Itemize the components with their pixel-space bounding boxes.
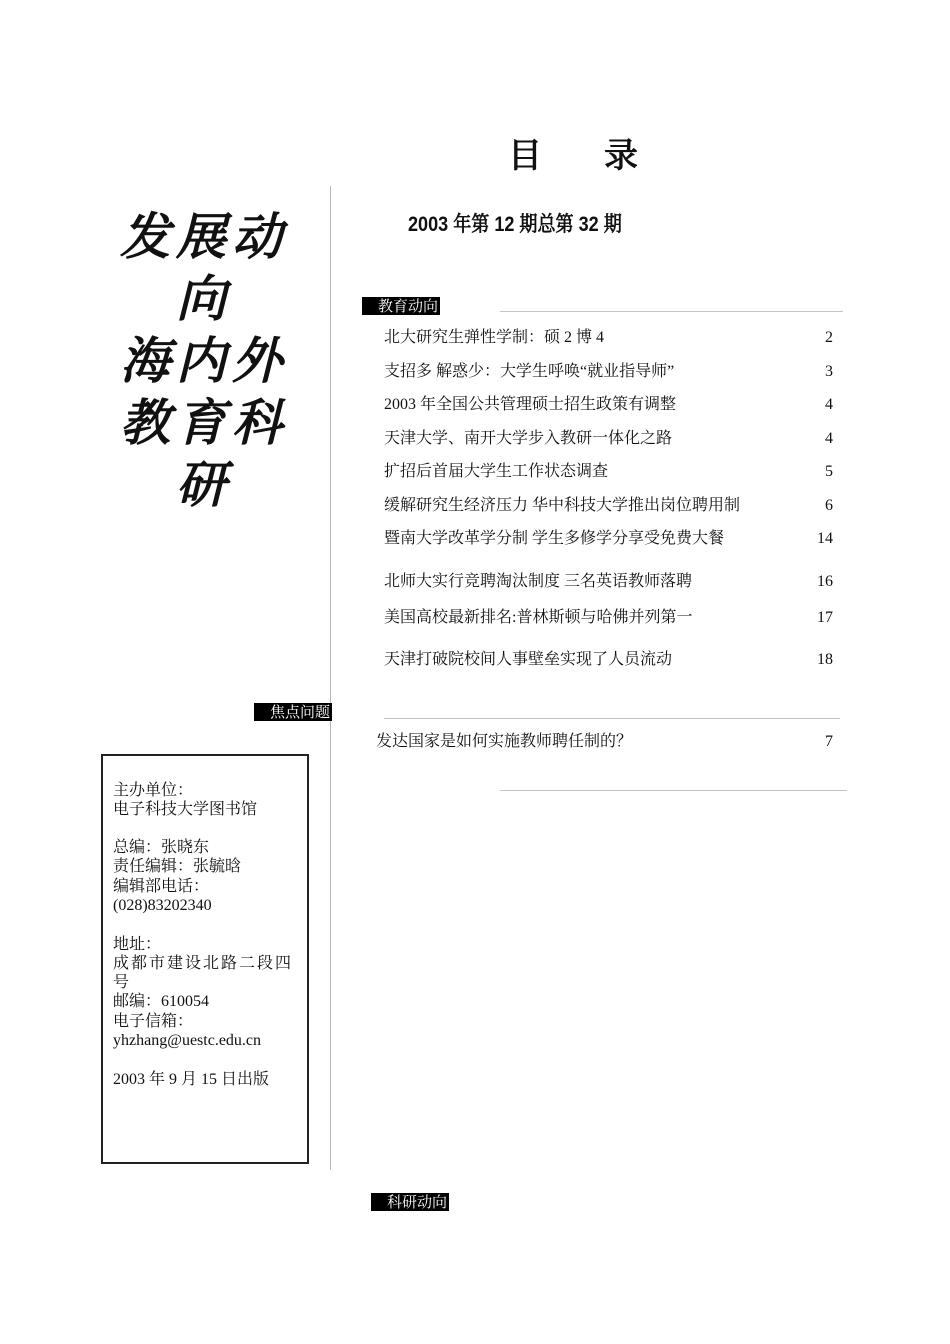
toc-item-page: 6 <box>825 497 833 514</box>
masthead-line-3: 海内外 <box>120 331 288 390</box>
address-line-1: 成都市建设北路二段四 <box>113 955 294 972</box>
phone: (028)83202340 <box>113 897 212 914</box>
phone-label: 编辑部电话： <box>113 878 210 895</box>
section-rule <box>384 718 840 719</box>
vertical-divider <box>330 186 331 1170</box>
toc-item-page: 7 <box>825 733 833 750</box>
masthead-line-1: 发展动 <box>120 207 288 266</box>
responsible-editor: 责任编辑：张毓晗 <box>113 858 242 875</box>
section-label-education <box>362 297 440 315</box>
section-label-text: 教育动向 <box>374 297 440 315</box>
toc-item-title[interactable]: 天津打破院校间人事壁垒实现了人员流动 <box>384 651 673 668</box>
sponsor-label: 主办单位： <box>113 782 194 799</box>
toc-item-title[interactable]: 缓解研究生经济压力 华中科技大学推出岗位聘用制 <box>384 497 741 514</box>
toc-item-title[interactable]: 支招多 解惑少：大学生呼唤“就业指导师” <box>384 363 675 380</box>
toc-item-title[interactable]: 北大研究生弹性学制：硕 2 博 4 <box>384 329 605 346</box>
toc-item-page: 2 <box>825 329 833 346</box>
section-marker <box>254 703 266 721</box>
toc-item-title[interactable]: 扩招后首届大学生工作状态调查 <box>384 463 609 480</box>
toc-item-title[interactable]: 美国高校最新排名:普林斯顿与哈佛并列第一 <box>384 609 693 626</box>
masthead-line-2: 向 <box>176 269 232 328</box>
toc-item-page: 5 <box>825 463 833 480</box>
publish-date: 2003 年 9 月 15 日出版 <box>113 1071 270 1088</box>
toc-item-page: 3 <box>825 363 833 380</box>
masthead-line-5: 研 <box>176 455 232 514</box>
section-label-text: 科研动向 <box>383 1193 449 1211</box>
sponsor: 电子科技大学图书馆 <box>113 801 258 818</box>
section-rule <box>500 311 843 312</box>
address-line-2: 号 <box>113 974 130 991</box>
toc-item-page: 14 <box>817 530 833 547</box>
toc-title: 目录 <box>508 138 700 175</box>
toc-item-page: 4 <box>825 396 833 413</box>
email-label: 电子信箱： <box>113 1013 194 1030</box>
chief-editor: 总编：张晓东 <box>113 839 210 856</box>
masthead-line-4: 教育科 <box>120 393 288 452</box>
toc-item-page: 17 <box>817 609 833 626</box>
toc-item-page: 18 <box>817 651 833 668</box>
postcode: 邮编：610054 <box>113 993 210 1010</box>
address-label: 地址： <box>113 936 162 953</box>
toc-item-page: 16 <box>817 573 833 590</box>
section-marker <box>371 1193 383 1211</box>
section-label-text: 焦点问题 <box>266 703 332 721</box>
toc-item-title[interactable]: 天津大学、南开大学步入教研一体化之路 <box>384 430 673 447</box>
section-label-research <box>371 1193 449 1211</box>
section-label-focus <box>254 703 332 721</box>
section-rule <box>500 790 847 791</box>
issue-number: 2003 年第 12 期总第 32 期 <box>408 213 622 236</box>
toc-item-title[interactable]: 暨南大学改革学分制 学生多修学分享受免费大餐 <box>384 530 725 547</box>
toc-item-page: 4 <box>825 430 833 447</box>
toc-item-title[interactable]: 北师大实行竞聘淘汰制度 三名英语教师落聘 <box>384 573 693 590</box>
email: yhzhang@uestc.edu.cn <box>113 1032 262 1049</box>
toc-item-title[interactable]: 2003 年全国公共管理硕士招生政策有调整 <box>384 396 677 413</box>
section-marker <box>362 297 374 315</box>
toc-item-title[interactable]: 发达国家是如何实施教师聘任制的？ <box>376 733 633 750</box>
